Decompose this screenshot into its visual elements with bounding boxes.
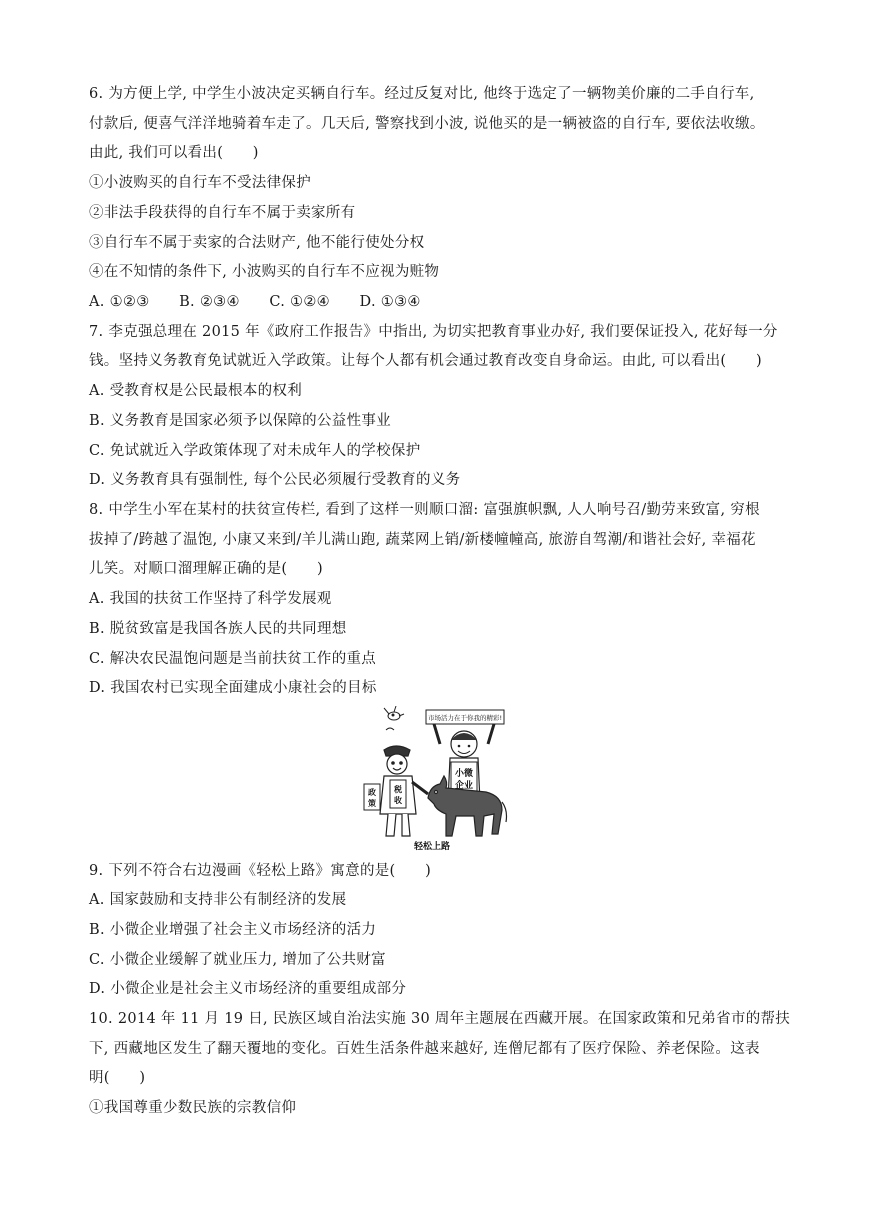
q6-item-4: ④在不知情的条件下, 小波购买的自行车不应视为赃物 — [89, 264, 440, 280]
q10-item-1: ①我国尊重少数民族的宗教信仰 — [89, 1100, 297, 1116]
q9-option-d: D. 小微企业是社会主义市场经济的重要组成部分 — [89, 981, 407, 997]
cartoon-caption: 轻松上路 — [413, 842, 451, 852]
q8-option-b: B. 脱贫致富是我国各族人民的共同理想 — [89, 621, 347, 637]
q8-option-c: C. 解决农民温饱问题是当前扶贫工作的重点 — [89, 651, 377, 667]
q6-stem-line-2: 付款后, 便喜气洋洋地骑着车走了。几天后, 警察找到小波, 说他买的是一辆被盗的自行车, 要依法收缴。 — [89, 116, 765, 132]
q9-stem: 9. 下列不符合右边漫画《轻松上路》寓意的是( ) — [89, 863, 432, 879]
q7-stem-line-1: 7. 李克强总理在 2015 年《政府工作报告》中指出, 为切实把教育事业办好, 我们要保证投入, 花好每一分 — [89, 324, 778, 340]
q7-option-b: B. 义务教育是国家必须予以保障的公益性事业 — [89, 413, 391, 429]
q9-option-c: C. 小微企业缓解了就业压力, 增加了公共财富 — [89, 952, 386, 968]
bird-icon — [384, 706, 404, 720]
q10-stem-line-1: 10. 2014 年 11 月 19 日, 民族区域自治法实施 30 周年主题展在西藏开展。在国家政策和兄弟省市的帮扶 — [89, 1011, 791, 1027]
svg-text:策: 策 — [368, 799, 376, 808]
q8-stem-line-1: 8. 中学生小军在某村的扶贫宣传栏, 看到了这样一则顺口溜: 富强旗帜飘, 人人响号召/勤劳来致富, 穷根 — [89, 502, 760, 518]
svg-text:税: 税 — [394, 785, 402, 794]
q9-option-a: A. 国家鼓励和支持非公有制经济的发展 — [89, 892, 347, 908]
q10-stem-line-3: 明( ) — [89, 1070, 146, 1086]
board-text-line-1: 小微 — [454, 769, 474, 779]
board-text-line-2: 企业 — [454, 781, 474, 791]
q7-option-a: A. 受教育权是公民最根本的权利 — [89, 383, 302, 399]
banner-text: 市场活力在于你我的精彩! — [427, 714, 503, 722]
q6-stem-line-1: 6. 为方便上学, 中学生小波决定买辆自行车。经过反复对比, 他终于选定了一辆物美价廉的二手自行车, — [89, 86, 755, 102]
q6-stem-line-3: 由此, 我们可以看出( ) — [89, 145, 259, 161]
q8-stem-line-2: 拔掉了/跨越了温饱, 小康又来到/羊儿满山跑, 蔬菜网上销/新楼幢幢高, 旅游自驾潮/和谐社会好, 幸福花 — [89, 532, 756, 548]
q7-option-c: C. 免试就近入学政策体现了对未成年人的学校保护 — [89, 443, 421, 459]
q8-option-d: D. 我国农村已实现全面建成小康社会的目标 — [89, 680, 377, 696]
q8-stem-line-3: 儿笑。对顺口溜理解正确的是( ) — [89, 561, 323, 577]
q8-option-a: A. 我国的扶贫工作坚持了科学发展观 — [89, 591, 332, 607]
q7-stem-line-2: 钱。坚持义务教育免试就近入学政策。让每个人都有机会通过教育改变自身命运。由此, 可以看出( ) — [89, 353, 762, 369]
svg-text:收: 收 — [394, 796, 402, 805]
q9-option-b: B. 小微企业增强了社会主义市场经济的活力 — [89, 922, 377, 938]
svg-text:政: 政 — [368, 788, 376, 797]
q7-option-d: D. 义务教育具有强制性, 每个公民必须履行受教育的义务 — [89, 472, 461, 488]
q10-stem-line-2: 下, 西藏地区发生了翻天覆地的变化。百姓生活条件越来越好, 连僧尼都有了医疗保险、养老保险。这表 — [89, 1041, 760, 1057]
q6-item-1: ①小波购买的自行车不受法律保护 — [89, 175, 311, 191]
cartoon-easy-road — [356, 706, 508, 854]
q6-choices: A. ①②③ B. ②③④ C. ①②④ D. ①③④ — [89, 294, 421, 310]
q6-item-3: ③自行车不属于卖家的合法财产, 他不能行使处分权 — [89, 235, 425, 251]
q6-item-2: ②非法手段获得的自行车不属于卖家所有 — [89, 205, 356, 221]
